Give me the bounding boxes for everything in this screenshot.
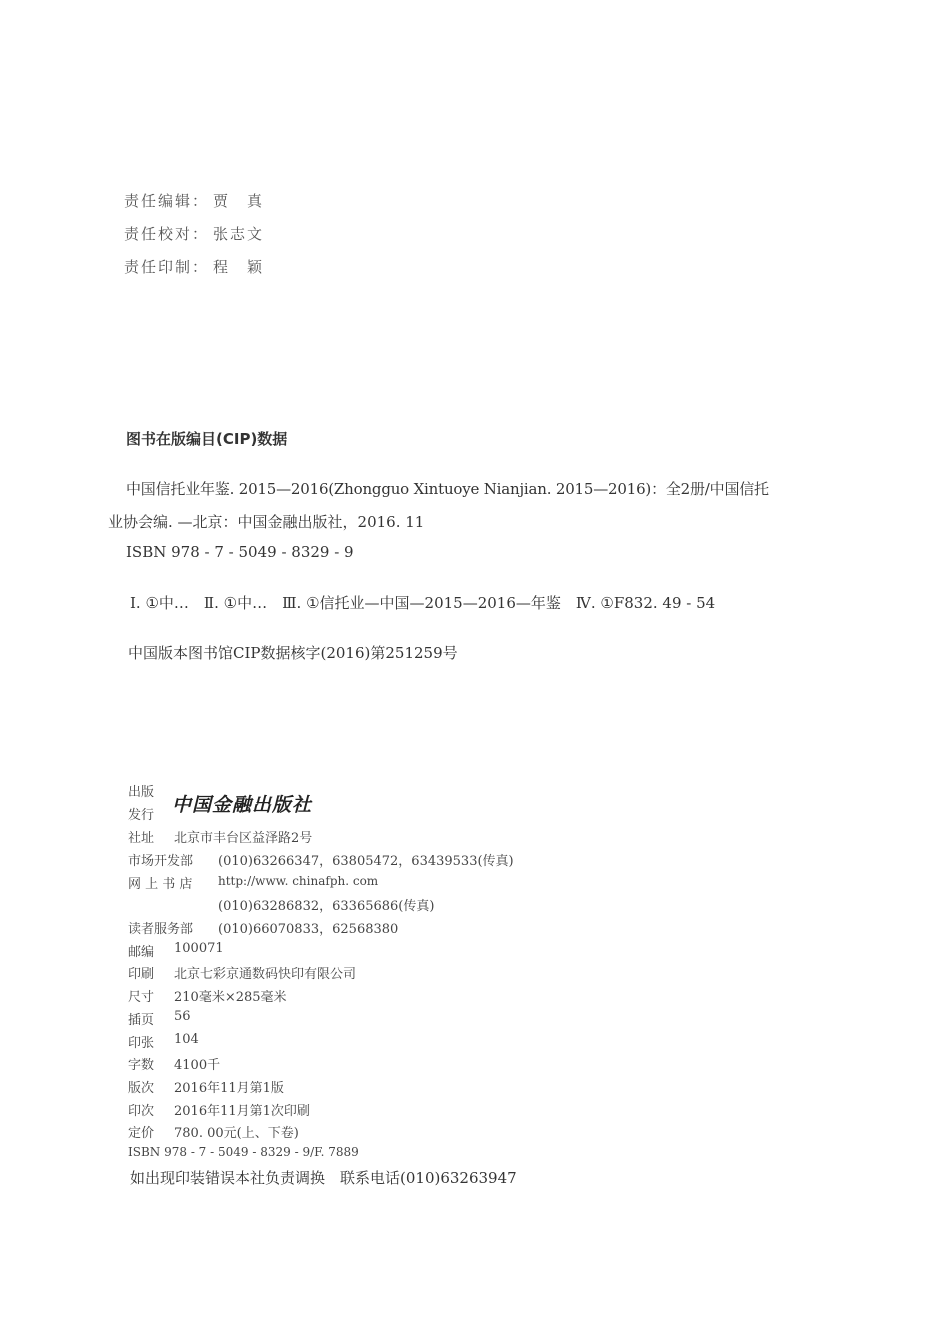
- error-notice: 如出现印装错误本社负责调换 联系电话(010)63263947: [130, 1169, 517, 1187]
- info-label: 印次: [128, 1104, 155, 1119]
- info-value: (010)63266347，63805472，63439533(传真): [218, 854, 514, 869]
- info-value: http://www. chinafph. com: [218, 874, 379, 888]
- info-label: 网 上 书 店: [128, 877, 193, 892]
- credit-printing: [124, 256, 264, 277]
- info-label: 邮编: [128, 945, 155, 960]
- info-value: (010)63286832，63365686(传真): [218, 899, 435, 914]
- credit-label: 责任编辑：: [124, 192, 210, 210]
- cip-isbn: ISBN 978 - 7 - 5049 - 8329 - 9: [126, 543, 354, 561]
- info-value: 2016年11月第1版: [174, 1081, 284, 1096]
- cip-heading: 图书在版编目(CIP)数据: [126, 430, 288, 448]
- info-value: 56: [174, 1009, 191, 1024]
- cip-classification: Ⅰ. ①中… Ⅱ. ①中… Ⅲ. ①信托业—中国—2015—2016—年鉴 Ⅳ. ①F832. 49 - 54: [130, 594, 716, 612]
- info-label: 读者服务部: [128, 922, 194, 937]
- publisher-label-line-2: 发行: [128, 808, 155, 823]
- cip-title-line-1: 中国信托业年鉴. 2015—2016(Zhongguo Xintuoye Nianjian. 2015—2016)：全2册/中国信托: [126, 480, 769, 498]
- info-value: 100071: [174, 941, 224, 956]
- cip-number: 中国版本图书馆CIP数据核字(2016)第251259号: [128, 644, 458, 662]
- info-label: 尺寸: [128, 990, 155, 1005]
- info-value: (010)66070833，62568380: [218, 922, 399, 937]
- publisher-isbn: ISBN 978 - 7 - 5049 - 8329 - 9/F. 7889: [128, 1145, 359, 1159]
- credit-value: 张志文: [213, 225, 265, 243]
- info-value: 2016年11月第1次印刷: [174, 1104, 310, 1119]
- publisher-logo: 中国金融出版社: [172, 794, 313, 816]
- info-label: 印刷: [128, 967, 155, 982]
- credit-label: 责任印制：: [124, 258, 210, 276]
- info-value: 北京市丰台区益泽路2号: [174, 831, 313, 846]
- publisher-label-line-1: 出版: [128, 785, 155, 800]
- info-value: 210毫米×285毫米: [174, 990, 287, 1005]
- info-label: 社址: [128, 831, 155, 846]
- info-value: 780. 00元(上、下卷): [174, 1126, 299, 1141]
- info-value: 4100千: [174, 1058, 221, 1073]
- credit-editor: [124, 190, 264, 211]
- info-label: 字数: [128, 1058, 155, 1073]
- info-label: 印张: [128, 1036, 155, 1051]
- info-label: 市场开发部: [128, 854, 194, 869]
- info-label: 版次: [128, 1081, 155, 1096]
- info-value: 104: [174, 1032, 199, 1047]
- credit-value: 程 颖: [213, 258, 265, 276]
- info-value: 北京七彩京通数码快印有限公司: [174, 967, 357, 982]
- credit-value: 贾 真: [213, 192, 265, 210]
- credit-label: 责任校对：: [124, 225, 210, 243]
- credit-proofreader: [124, 223, 264, 244]
- info-label: 插页: [128, 1013, 155, 1028]
- cip-title-line-2: 业协会编. —北京：中国金融出版社，2016. 11: [108, 513, 425, 531]
- info-label: 定价: [128, 1126, 155, 1141]
